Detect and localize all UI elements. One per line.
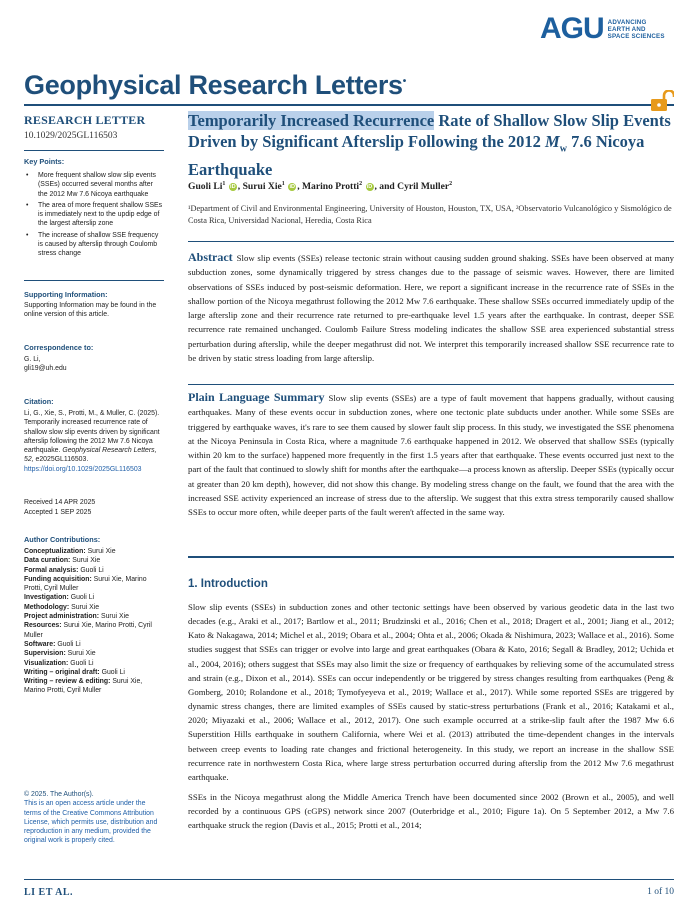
footer-authors: LI ET AL. bbox=[24, 887, 74, 898]
contribution-row: Investigation: Guoli Li bbox=[24, 594, 95, 602]
received-date: Received 14 APR 2025 bbox=[24, 499, 96, 506]
contribution-row: Conceptualization: Surui Xie bbox=[24, 548, 116, 555]
author-list: Guoli Li$^1$ iD , Surui Xie$^1$ iD , Marino Protti$^2$ iD , and Cyril Muller$^2$ bbox=[188, 181, 453, 193]
abstract-text: Slow slip events (SSEs) release tectonic strain without causing sudden ground shaking. SSEs have been observed at many subduction zones, some dynamically triggered by stress changes due to the passage of seismic waves. However, there are limited observations of SSEs induced by post-seismic deformation. Here, we report a significant increase in the recurrence rate of SSEs in the shallow portion of the Nicoya megathrust following the 2012 Mw 7.6 earthquake. These shallow SSEs occurred immediately updip of the large afterslip zone and their recurrence rate returned to pre-earthquake level 1.5 years after the earthquake. In contrast, deeper SSE recurrence rate remained unchanged. Coulomb Failure Stress modeling indicates the shallow SSE area experienced substantial stress perturbation during afterslip, while the deeper megathrust did not. We interpret this temporarily increased shallow SSE recurrence rate to be driven by static stress loading from large afterslip. bbox=[188, 253, 674, 364]
page-number: 1 of 10 bbox=[647, 887, 674, 897]
supporting-info bbox=[24, 290, 164, 320]
contribution-row: Data curation: Surui Xie bbox=[24, 557, 101, 565]
pls-text: Slow slip events (SSEs) are a type of fault movement that happens gradually, without causing earthquakes. Many of these events occur in subduction zones, where one tectonic plate subducts under another. While some SSEs are triggered by earthquake waves, it's rare to see them caused by slower fault slip process. In this study, we investigated the SSE phenomena at the Nicoya Peninsula in Costa Rica, where a magnitude 7.6 earthquake happened in 2012. We observed that shallow SSEs (typically within 20 km to the surface) happened more frequently in the first 1.5 years after that earthquake. These events occurred just next to the part of the fault that continued to slowly shift for months after the earthquake—a process known as afterslip. Deeper SSEs (typically occur at greater than 20 km depth), however, did not show this change. By modeling stress change on the fault, we found that the area with the increased SSE activity experienced an increase of stress due to the afterslip. We suggest that this extra stress temporarily caused shallow SSEs to occur more often, while deeper parts of the fault weren't affected in the same way. bbox=[188, 393, 674, 518]
paragraph: Slow slip events (SSEs) in subduction zones and other tectonic settings have been observed by various geodetic data in the last two decades (e.g., Araki et al., 2017; Bartlow et al., 2011; Brudzinski et al., 2016; Chen et al., 2018; Dragert et al., 2001; Jiang et al., 2012; Kato & Nakagawa, 2014; Michel et al., 2019; Obara et al., 2004; Ohta et al., 2006; Okada & Nishimura, 2023; Wallace et al., 2016). Some studies suggest that SSEs can trigger or evolve into large and great earthquakes (Obara & Kato, 2016; Segall & Bradley, 2012; Uchida et al., 2004, 2016); others suggest that SSEs may also limit the size or frequency of earthquakes by relieving some of the accumulated stress and strain (e.g., Dixon et al., 2014). SSEs can occur independently or be triggered by stress changes resulting from earthquakes (Peng & Gomberg, 2010; Rolandone et al., 2018; Tymofyeyeva et al., 2019; Wallace et al., 2017). While some reported SSEs are triggered by dynamic stress changes, there are limited examples of SSEs caused by static-stress perturbations (Frank et al., 2016; Katakami et al., 2020; Miyazaki et al., 2006; Wallace et al., 2012, 2017). One such example occurred at a strike-slip fault after the 1987 Mw 6.6 Superstition Hills earthquake in southern California, where Wei et al. (2013) attributed the time-dependent changes in the intervals between creep events to loading rate changes and frictional heterogeneity. In this study, we report an increase in the shallow SSE recurrence rate in northwestern Costa Rica, where large stress perturbation occurred during afterslip from the 2012 Mw 7.6 megathrust earthquake. bbox=[188, 602, 674, 782]
abstract-rule bbox=[188, 241, 674, 242]
contribution-row: Writing – original draft: Guoli Li bbox=[24, 668, 125, 676]
abstract bbox=[188, 250, 674, 365]
agu-logo-tagline: ADVANCING EARTH AND SPACE SCIENCES bbox=[607, 18, 665, 40]
contribution-row: Resources: Surui Xie, Marino Protti, Cyril Muller bbox=[24, 622, 152, 639]
orcid-icon[interactable]: iD bbox=[366, 184, 373, 191]
contribution-row: Methodology: Surui Xie bbox=[24, 603, 100, 611]
citation-text: Li, G., Xie, S., Protti, M., & Muller, C. (2025). Temporarily increased recurrence rate of shallow slow slip events driven by significant afterslip following the 2012 Mw 7.6 Nicoya earthquake. bbox=[24, 410, 160, 455]
contribution-row: Project administration: Surui Xie bbox=[24, 613, 129, 621]
supporting-text: Supporting Information may be found in the online version of this article. bbox=[24, 302, 157, 319]
contribution-row: Writing – review & editing: Surui Xie, Marino Protti, Cyril Muller bbox=[24, 678, 143, 695]
citation-block bbox=[24, 409, 164, 474]
sidebar-rule bbox=[24, 280, 164, 281]
article-type: RESEARCH LETTER bbox=[24, 113, 146, 127]
agu-logo-letters: AGU bbox=[540, 12, 604, 45]
copyright-line: © 2025. The Author(s). bbox=[24, 791, 94, 798]
contribution-row: Funding acquisition: Surui Xie, Marino Protti, Cyril Muller bbox=[24, 575, 147, 593]
key-points bbox=[24, 157, 164, 261]
article-title: Temporarily Increased Recurrence Rate of Shallow Slow Slip Events Driven by Significant Afterslip Following the 2012 $M_w$ 7.6 Nicoya Earthquake bbox=[188, 111, 671, 180]
author-name[interactable]: Marino Protti bbox=[301, 181, 360, 193]
author-name[interactable]: Surui Xie bbox=[242, 181, 282, 193]
open-lock-icon bbox=[650, 90, 674, 112]
contribution-row: Formal analysis: Guoli Li bbox=[24, 566, 104, 574]
footer-rule bbox=[24, 879, 674, 880]
journal-title: Geophysical Research Letters• bbox=[24, 70, 406, 100]
accepted-date: Accepted 1 SEP 2025 bbox=[24, 509, 92, 516]
key-points-heading: Key Points: bbox=[24, 157, 65, 166]
license-text[interactable]: This is an open access article under the terms of the Creative Commons Attribution License, which permits use, distribution and reproduction in any medium, provided the original work is properly cited. bbox=[24, 800, 158, 845]
author-contributions bbox=[24, 535, 164, 696]
section-heading-introduction: 1. Introduction bbox=[188, 578, 268, 590]
citation-id: e2025GL116503. bbox=[35, 456, 89, 464]
orcid-icon[interactable]: iD bbox=[289, 184, 295, 191]
header-rule bbox=[24, 104, 674, 106]
citation-heading: Citation: bbox=[24, 397, 54, 406]
key-point: • The increase of shallow SSE frequency is caused by afterslip through Coulomb stress change bbox=[24, 231, 164, 259]
correspondence-email[interactable]: gli19@uh.edu bbox=[24, 365, 67, 373]
copyright bbox=[24, 790, 164, 846]
key-point: • The area of more frequent shallow SSEs is immediately next to the updip edge of the largest afterslip zone bbox=[24, 201, 164, 229]
paragraph: SSEs in the Nicoya megathrust along the Middle America Trench have been documented since 2002 (Brown et al., 2005), and well recorded by a continuous GPS (cGPS) network since 2007 (Outerbridge et al., 2010; Figure 1a). On 5 September 2012, a Mw 7.6 earthquake struck the region (Davis et al., 2015; Protti et al., 2014; bbox=[188, 792, 674, 831]
citation-doi-link[interactable]: https://doi.org/10.1029/2025GL116503 bbox=[24, 465, 142, 473]
pls-heading: Plain Language Summary bbox=[188, 390, 325, 404]
contributions-heading: Author Contributions: bbox=[24, 535, 101, 544]
contribution-row: Supervision: Surui Xie bbox=[24, 650, 96, 658]
affiliations: ¹Department of Civil and Environmental Engineering, University of Houston, Houston, TX, USA, ²Observatorio Vulcanológico y Sismológico de Costa Rica, Universidad Nacional, Heredia, Costa Rica bbox=[188, 204, 672, 225]
pls-rule bbox=[188, 384, 674, 385]
key-point: • More frequent shallow slow slip events (SSEs) occurred several months after the 2012 Mw 7.6 Nicoya earthquake bbox=[24, 171, 164, 199]
title-highlight: Temporarily Increased Recurrence bbox=[188, 111, 435, 130]
author-name[interactable]: and Cyril Muller bbox=[379, 181, 450, 193]
contribution-row: Visualization: Guoli Li bbox=[24, 659, 94, 667]
citation-journal: Geophysical Research Letters, 52, bbox=[24, 447, 157, 464]
correspondence-heading: Correspondence to: bbox=[24, 343, 94, 352]
correspondence-name: G. Li, bbox=[24, 356, 41, 363]
plain-language-summary bbox=[188, 390, 674, 520]
contribution-row: Software: Guoli Li bbox=[24, 640, 81, 648]
author-name[interactable]: Guoli Li bbox=[188, 181, 223, 193]
agu-logo[interactable] bbox=[540, 14, 665, 44]
citation bbox=[24, 397, 164, 474]
abstract-heading: Abstract bbox=[188, 250, 233, 264]
supporting-heading: Supporting Information: bbox=[24, 290, 108, 299]
correspondence bbox=[24, 343, 164, 374]
sidebar-rule bbox=[24, 150, 164, 151]
article-doi[interactable]: 10.1029/2025GL116503 bbox=[24, 131, 118, 141]
introduction-body bbox=[188, 600, 674, 839]
orcid-icon[interactable]: iD bbox=[230, 184, 236, 191]
section-rule bbox=[188, 556, 674, 558]
